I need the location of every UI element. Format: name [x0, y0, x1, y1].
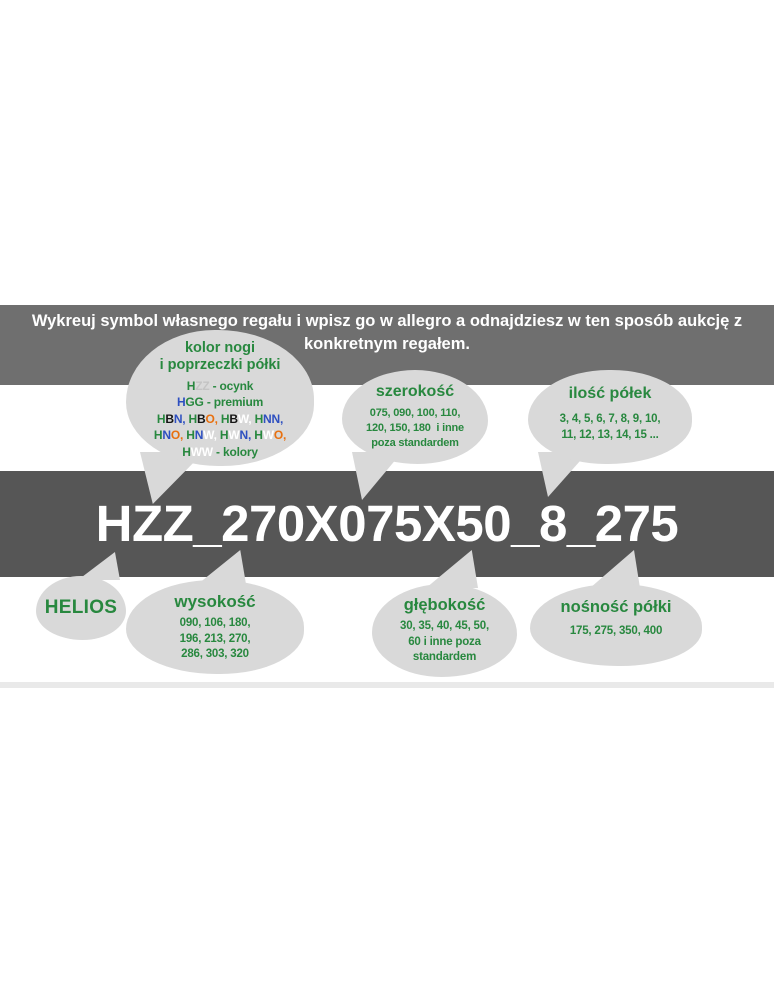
value-line: 60 i inne poza: [408, 635, 481, 648]
code-letter: H: [182, 444, 191, 459]
code-letter: N,: [239, 428, 255, 443]
code-letter: O,: [170, 428, 187, 443]
code-letter: B: [197, 411, 206, 426]
load-capacity-values: [530, 624, 702, 640]
code-letter: H: [176, 395, 186, 410]
bubble-title: szerokość: [375, 383, 455, 400]
value-line: standardem: [412, 651, 477, 664]
instruction-line-1: Wykreuj symbol własnego regału i wpisz go w allegro a odnajdziesz w ten sposób aukcję z: [31, 312, 743, 330]
bubble-leg-color: [126, 330, 314, 466]
code-letter: H: [254, 428, 263, 443]
color-code-line: [126, 394, 314, 410]
shelf-count-values: [528, 411, 692, 443]
bubble-brand: [36, 576, 126, 640]
code-letter: N: [162, 428, 171, 443]
value-line: 120, 150, 180 i inne: [366, 422, 464, 434]
bubble-title-line: kolor nogi: [184, 340, 256, 356]
product-code: HZZ_270X075X50_8_275: [95, 495, 679, 552]
value-line: 30, 35, 40, 45, 50,: [400, 620, 489, 632]
depth-values: [372, 619, 517, 666]
color-code-line: [126, 411, 314, 427]
code-letter: O,: [205, 411, 221, 426]
color-code-line: [126, 427, 314, 443]
bubble-title: [126, 340, 314, 374]
instruction-line-2: konkretnym regałem.: [304, 335, 470, 353]
value-line: 3, 4, 5, 6, 7, 8, 9, 10,: [559, 413, 661, 425]
code-letter: B: [229, 411, 238, 426]
code-letter: H: [186, 428, 195, 443]
code-letter: ZZ: [195, 379, 210, 393]
bubble-width: [342, 370, 488, 464]
bubble-title: wysokość: [174, 592, 256, 611]
code-letter: H: [156, 411, 166, 426]
color-code-line: [126, 378, 314, 394]
value-line: 196, 213, 270,: [179, 632, 251, 645]
color-code-list: [126, 378, 314, 460]
brand-name: HELIOS: [44, 597, 118, 618]
bubble-title: głębokość: [403, 596, 486, 614]
code-letter: H: [254, 411, 264, 426]
code-letter: WW: [190, 444, 213, 459]
code-letter: H: [153, 428, 163, 443]
code-letter: O,: [273, 428, 287, 443]
code-letter: W: [228, 428, 240, 443]
bubble-depth: [372, 584, 517, 677]
bubble-title-line: i poprzeczki półki: [159, 357, 281, 373]
code-letter: H: [186, 379, 196, 393]
bubble-shelf-count: [528, 370, 692, 464]
code-letter: NN,: [263, 411, 284, 426]
bubble-height: [126, 580, 304, 674]
code-letter: B: [165, 411, 174, 426]
code-letter: H: [188, 411, 198, 426]
bottom-decor-strip: [0, 682, 774, 688]
code-letter: H: [220, 411, 230, 426]
code-letter: - ocynk: [209, 379, 254, 393]
code-letter: - kolory: [212, 444, 258, 459]
value-line: 075, 090, 100, 110,: [369, 407, 461, 419]
bubble-load-capacity: [530, 584, 702, 666]
code-letter: N: [194, 428, 204, 443]
value-line: 175, 275, 350, 400: [569, 625, 663, 637]
bubble-title: ilość półek: [568, 385, 652, 402]
height-values: [126, 616, 304, 663]
code-letter: N,: [173, 411, 189, 426]
code-letter: W: [262, 428, 274, 443]
code-letter: - premium: [203, 395, 264, 410]
value-line: 11, 12, 13, 14, 15 ...: [561, 429, 659, 441]
width-values: [342, 406, 488, 451]
value-line: poza standardem: [371, 437, 459, 449]
code-letter: H: [219, 428, 229, 443]
value-line: 286, 303, 320: [181, 648, 249, 661]
color-code-line: [126, 444, 314, 460]
code-letter: W,: [237, 411, 255, 426]
code-letter: GG: [185, 395, 204, 410]
bubble-title: nośność półki: [560, 598, 672, 616]
code-letter: W,: [203, 428, 220, 443]
value-line: 090, 106, 180,: [179, 617, 251, 629]
